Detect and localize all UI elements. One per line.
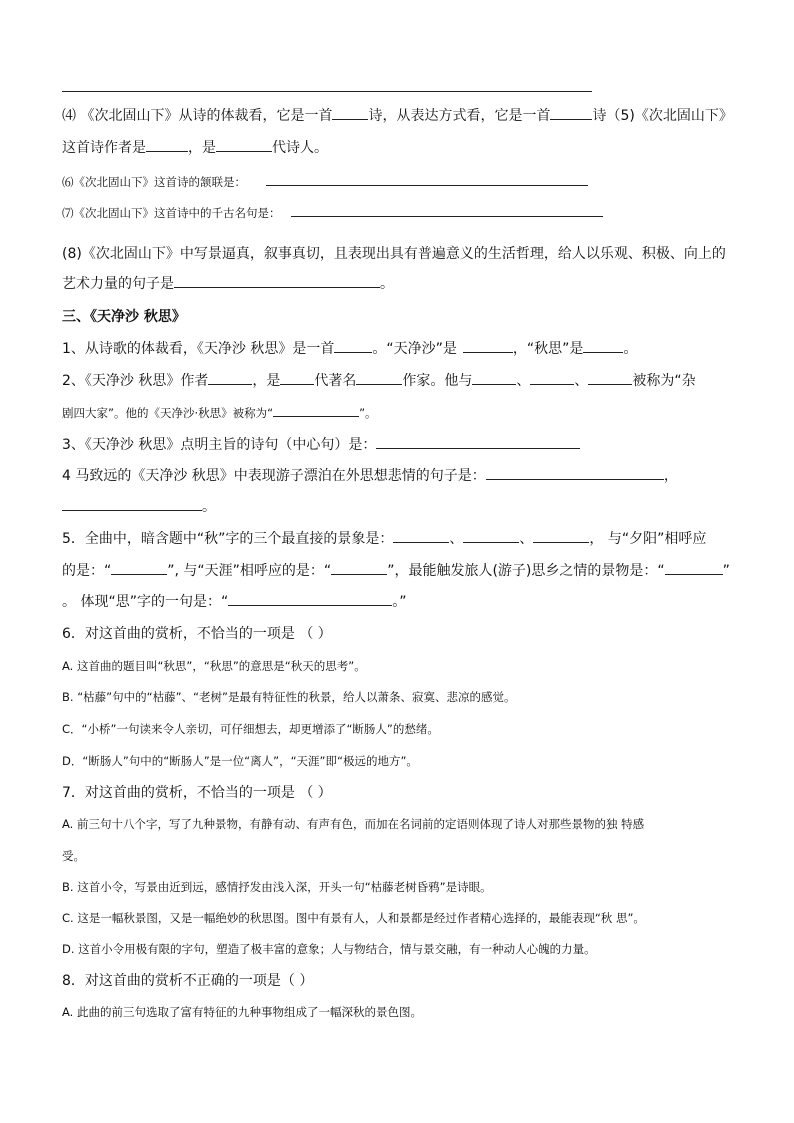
answer-blank[interactable] [530, 372, 574, 385]
question-1 [62, 340, 637, 358]
text: ” [722, 563, 730, 579]
answer-blank[interactable] [280, 372, 314, 385]
question-7-option-a-cont: 受。 [62, 849, 85, 863]
answer-blank[interactable] [273, 404, 359, 417]
text: 艺术力量的句子是 [62, 276, 174, 292]
question-7-option-d: D. 这首小令用极有限的字句，塑造了极丰富的意象；人与物结合，情与景交融，有一种动人心魄的力量。 [62, 942, 596, 956]
question-6-option-c: C．“小桥”一句读来令人亲切，可仔细想去，却更增添了“断肠人”的愁绪。 [62, 722, 439, 736]
text: 5．全曲中，暗含题中“秋”字的三个最直接的景象是： [62, 531, 394, 547]
answer-blank[interactable] [216, 139, 272, 152]
question-2b [62, 404, 377, 422]
question-5b [62, 562, 730, 580]
answer-blank[interactable] [583, 340, 623, 353]
text: 作家。他与 [402, 373, 473, 389]
text: ，是 [188, 140, 216, 156]
question-2 [62, 372, 696, 390]
answer-blank[interactable] [62, 498, 202, 511]
answer-blank[interactable] [334, 340, 372, 353]
text: 的是：“ [62, 563, 112, 579]
question-3 [62, 436, 580, 454]
text: 3、《天净沙 秋思》点明主旨的诗句（中心句）是： [62, 437, 377, 453]
text: 、 [519, 531, 534, 547]
text: (8)《次北固山下》中写景逼真，叙事真切，且表现出具有普遍意义的生活哲理，给人以乐观、积极、向上的 [62, 246, 726, 262]
answer-blank[interactable] [331, 562, 387, 575]
text: ，“秋思”是 [512, 341, 584, 357]
answer-blank[interactable] [393, 530, 449, 543]
section-heading: 三、《天净沙 秋思》 [62, 309, 186, 325]
question-5c [62, 593, 406, 611]
question-4 [62, 467, 678, 485]
answer-blank[interactable] [376, 436, 580, 449]
answer-blank[interactable] [472, 372, 516, 385]
line-q8b [62, 275, 394, 293]
text: 代著名 [314, 373, 357, 389]
question-4b [62, 498, 216, 516]
text: 、 [574, 373, 589, 389]
text: 。” [392, 594, 407, 610]
answer-blank[interactable] [228, 593, 392, 606]
question-7-option-a: A. 前三句十八个字，写了九种景物，有静有动、有声有色，而加在名词前的定语则体现了诗人对那些景物的独 特感 [62, 817, 645, 831]
answer-blank[interactable] [332, 107, 368, 120]
answer-blank[interactable] [550, 107, 592, 120]
text: 。 体现“思”字的一句是：“ [62, 594, 229, 610]
question-6-option-b: B. “枯藤”句中的“枯藤”、“老树”是最有特征性的秋景，给人以萧条、寂寞、悲凉的感觉。 [62, 690, 516, 704]
text: ⑺《次北固山下》这首诗中的千古名句是： [62, 206, 281, 220]
answer-blank[interactable] [533, 530, 589, 543]
answer-blank[interactable] [665, 562, 723, 575]
text: 、 [449, 531, 464, 547]
text: ”。 [359, 406, 377, 420]
answer-blank[interactable] [588, 372, 632, 385]
text: 剧四大家”。他的《天净沙·秋思》被称为“ [62, 406, 274, 420]
answer-blank[interactable] [463, 340, 513, 353]
answer-blank[interactable] [174, 275, 380, 288]
text: 这首诗作者是 [62, 140, 146, 156]
line-q6 [62, 173, 588, 191]
question-5 [62, 530, 706, 548]
question-7: 7．对这首曲的赏析，不恰当的一项是 （ ） [62, 785, 332, 801]
question-7-option-c: C. 这是一幅秋景图，又是一幅绝妙的秋思图。图中有景有人，人和景都是经过作者精心选择的，最能表现“秋 思”。 [62, 911, 645, 925]
answer-blank[interactable] [463, 530, 519, 543]
text: 。 [623, 341, 638, 357]
text: 、 [516, 373, 531, 389]
text: 4 马致远的《天净沙 秋思》中表现游子漂泊在外思想悲情的句子是： [62, 468, 486, 484]
text: 被称为“杂 [632, 373, 696, 389]
line-author [62, 139, 328, 157]
question-8: 8．对这首曲的赏析不正确的一项是（ ） [62, 973, 314, 989]
answer-blank[interactable] [208, 372, 252, 385]
top-rule [62, 91, 592, 92]
question-8-option-a: A. 此曲的前三句选取了富有特征的九种事物组成了一幅深秋的景色图。 [62, 1005, 422, 1019]
text: ，是 [252, 373, 281, 389]
answer-blank[interactable] [111, 562, 167, 575]
line-q4-genre [62, 107, 733, 125]
answer-blank[interactable] [266, 173, 588, 186]
text: 2、《天净沙 秋思》作者 [62, 373, 209, 389]
question-6: 6．对这首曲的赏析，不恰当的一项是 （ ） [62, 626, 332, 642]
answer-blank[interactable] [291, 204, 603, 217]
text: ”，最能触发旅人(游子)思乡之情的景物是：“ [387, 563, 665, 579]
question-6-option-d: D．“断肠人”句中的“断肠人”是一位“离人”，“天涯”即“极远的地方”。 [62, 754, 418, 768]
text: ⑷ 《次北固山下》从诗的体裁看，它是一首 [62, 108, 333, 124]
text: 代诗人。 [272, 140, 328, 156]
line-q8 [62, 245, 726, 263]
line-q7 [62, 204, 603, 222]
text: 诗，从表达方式看，它是一首 [368, 108, 551, 124]
question-6-option-a: A. 这首曲的题目叫“秋思”，“秋思”的意思是“秋天的思考”。 [62, 659, 366, 673]
text: 。“天净沙”是 [372, 341, 457, 357]
text: 。 [380, 276, 394, 292]
text: ”, 与“天涯”相呼应的是：“ [167, 563, 332, 579]
question-7-option-b: B. 这首小令，写景由近到远，感情抒发由浅入深，开头一句“枯藤老树昏鸦”是诗眼。 [62, 880, 492, 894]
answer-blank[interactable] [486, 467, 664, 480]
text: 诗（5)《次北固山下》 [592, 108, 733, 124]
text: ， [663, 468, 678, 484]
answer-blank[interactable] [146, 139, 188, 152]
text: 1、从诗歌的体裁看，《天净沙 秋思》是一首 [62, 341, 335, 357]
text: 。 [202, 499, 216, 515]
text: ， 与“夕阳”相呼应 [589, 531, 707, 547]
text: ⑹《次北固山下》这首诗的颔联是： [62, 175, 246, 189]
answer-blank[interactable] [356, 372, 402, 385]
